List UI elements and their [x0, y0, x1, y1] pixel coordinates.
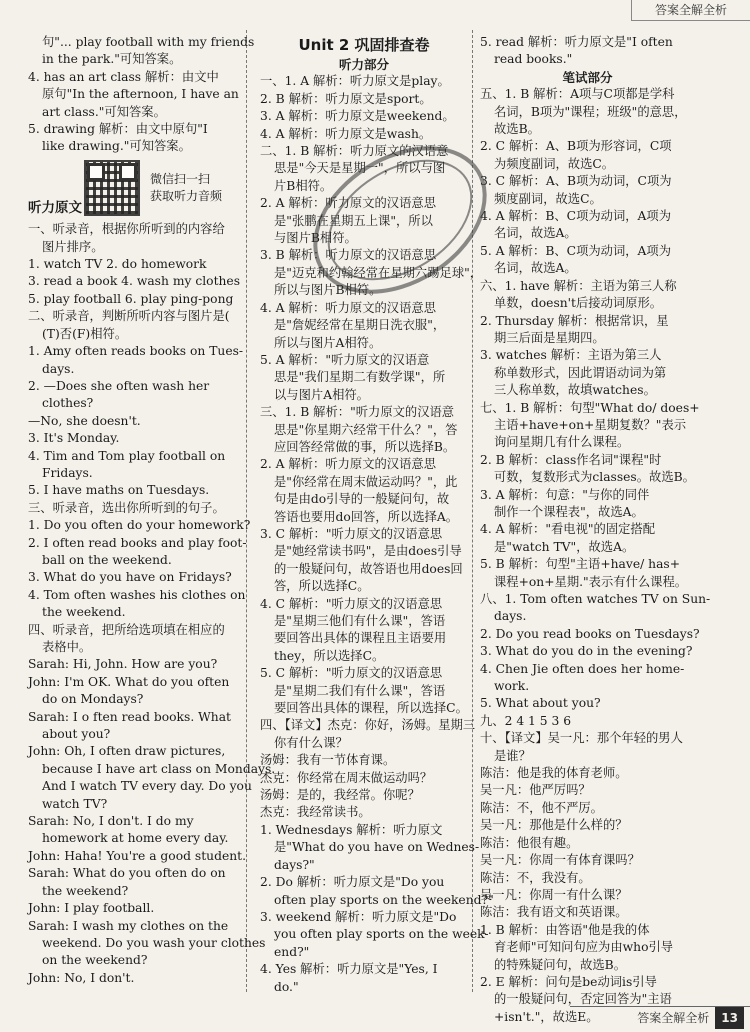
text-line: 名词，B项为"课程；班级"的意思， [494, 104, 687, 119]
text-line: 九、2 4 1 5 3 6 [480, 713, 572, 728]
text-line: 1. Amy often reads books on Tues- [28, 344, 244, 359]
text-line: days. [42, 361, 75, 376]
text-line: they，所以选择C。 [274, 648, 385, 663]
text-line: 5. C 解析："听力原文的汉语意思 [260, 666, 443, 681]
text-line: 3. watches 解析：主语为第三人 [480, 348, 662, 363]
text-line: 为频度副词，故选C。 [494, 156, 615, 171]
text-line: 答语也要用do回答，所以选择A。 [274, 509, 459, 524]
text-line: 4. Tom often washes his clothes on [28, 587, 246, 602]
header-tag: 答案全解全析 [631, 0, 750, 21]
text-line: 频度副词，故选C。 [494, 191, 602, 206]
text-line: Sarah: No, I don't. I do my [28, 814, 194, 829]
text-line: 3. read a book 4. wash my clothes [28, 274, 241, 289]
text-line: John: Haha! You're a good student. [28, 848, 246, 863]
text-line: 二、1. B 解析：听力原文的汉语意 [260, 144, 449, 159]
text-line: 图片排序。 [42, 239, 104, 254]
text-line: —No, she doesn't. [28, 413, 141, 428]
text-line: 是"迈克和约翰经常在星期六踢足球"， [274, 265, 483, 280]
text-line: 原句"In the afternoon, I have an [42, 87, 239, 102]
text-line: Sarah: I o ften read books. What [28, 709, 231, 724]
text-line: 四、听录音，把所给选项填在相应的 [28, 622, 225, 637]
text-line: 单数，doesn't后接动词原形。 [494, 296, 663, 311]
text-line: do on Mondays? [42, 692, 144, 707]
text-line: 1. Do you often do your homework? [28, 518, 251, 533]
text-line: John: No, I don't. [28, 970, 135, 985]
text-line: 是"詹妮经常在星期日洗衣服"， [274, 318, 446, 333]
text-line: 4. A 解析：听力原文的汉语意思 [260, 300, 436, 315]
text-line: 与图片B相符。 [274, 231, 357, 246]
text-line: 5. A 解析：B、C项为动词，A项为 [480, 243, 672, 258]
text-line: do." [274, 979, 299, 994]
text-line: 要回答出具体的课程且主语要用 [274, 631, 447, 646]
text-line: John: I'm OK. What do you often [28, 674, 230, 689]
text-line: 4. Yes 解析：听力原文是"Yes, I [260, 962, 438, 977]
column-divider [246, 30, 247, 992]
text-line: the weekend. [42, 605, 126, 620]
text-line: 十、【译文】吴一凡：那个年轻的男人 [480, 731, 683, 746]
text-line: 2. A 解析：听力原文的汉语意思 [260, 196, 436, 211]
footer-tag [570, 1006, 750, 1028]
text-line: 杰克：你经常在周末做运动吗？ [260, 770, 433, 785]
text-line: 1. B 解析：由答语"他是我的体 [480, 922, 650, 937]
text-line: days?" [274, 857, 315, 872]
text-line: 七、1. B 解析：句型"What do/ does+ [480, 400, 700, 415]
transcript-block [28, 221, 276, 987]
answer-block [260, 73, 494, 996]
text-line: 是"星期三他们有什么课"，答语 [274, 614, 446, 628]
footer-label: 答案全解全析 [637, 1010, 710, 1025]
text-line: 是"你经常在周末做运动吗？"，此 [274, 474, 458, 489]
text-line: you often play sports on the week- [274, 927, 489, 942]
text-line: 六、1. have 解析：主语为第三人称 [480, 278, 677, 293]
text-line: 4. Tim and Tom play football on [28, 448, 226, 463]
text-line: 期三后面是星期四。 [494, 330, 605, 345]
text-line: 答，所以选择C。 [274, 579, 370, 594]
text-line: 名词，故选A。 [494, 261, 577, 276]
text-line: 2. C 解析：A、B项为形容词，C项 [480, 139, 672, 154]
text-line: ball on the weekend. [42, 552, 172, 567]
text-line: 是"watch TV"，故选A。 [494, 539, 635, 554]
text-line: Sarah: Hi, John. How are you? [28, 657, 218, 672]
text-line: 3. What do you do in the evening? [480, 644, 693, 659]
text-line: 可数，复数形式为classes。故选B。 [494, 470, 695, 485]
text-line: 陈洁：我有语文和英语课。 [480, 905, 628, 920]
text-line: 八、1. Tom often watches TV on Sun- [480, 592, 711, 606]
answer-block [480, 34, 695, 69]
text-line: 三人称单数，故填watches。 [494, 383, 656, 398]
text-line: 2. B 解析：听力原文是sport。 [260, 91, 432, 106]
column-left [28, 34, 276, 998]
text-line: 是"What do you have on Wednes- [274, 840, 480, 855]
section-subtitle: 笔试部分 [562, 69, 613, 85]
text-line: 3. It's Monday. [28, 431, 120, 446]
text-line: 2. I often read books and play foot- [28, 535, 247, 550]
text-line: 你有什么课？ [274, 735, 348, 750]
text-line: 4. A 解析：B、C项为动词，A项为 [480, 209, 672, 224]
text-line: watch TV? [42, 796, 108, 811]
text-line: 是"张鹏在星期五上课"，所以 [274, 213, 433, 228]
text-line: 汤姆：我有一节体育课。 [260, 753, 396, 768]
qr-code-icon[interactable] [84, 160, 140, 216]
text-line: 的一般疑问句，故答语也用does回 [274, 561, 463, 576]
text-line: 主语+have+on+星期复数？"表示 [494, 417, 687, 432]
qr-caption [150, 171, 222, 205]
text-line: work. [494, 679, 530, 694]
text-line: Sarah: I wash my clothes on the [28, 918, 229, 933]
text-line: homework at home every day. [42, 831, 229, 846]
text-line: 4. A 解析："看电视"的固定搭配 [480, 522, 656, 537]
text-line: like drawing."可知答案。 [42, 139, 191, 154]
text-line: 汤姆：是的，我经常。你呢？ [260, 788, 420, 803]
text-line: 2. E 解析：问句是be动词is引导 [480, 974, 657, 989]
text-line: 三、听录音，选出你所听到的句子。 [28, 500, 225, 515]
text-line: 5. A 解析："听力原文的汉语意 [260, 352, 430, 367]
text-line: because I have art class on Mondays. [42, 761, 276, 776]
text-line: 名词，故选A。 [494, 226, 577, 241]
text-line: 3. weekend 解析：听力原文是"Do [260, 909, 457, 924]
text-line: 杰克：我经常读书。 [260, 805, 371, 820]
text-line: 3. C 解析："听力原文的汉语意思 [260, 526, 443, 541]
text-line: 要回答出具体的课程，所以选择C。 [274, 701, 468, 716]
text-line: 陈洁：不，他不严厉。 [480, 800, 603, 815]
text-line: 的特殊疑问句，故选B。 [494, 957, 627, 972]
text-line: 3. A 解析：听力原文是weekend。 [260, 109, 455, 124]
text-line: 5. read 解析：听力原文是"I often [480, 35, 673, 49]
section-subtitle: 听力部分 [338, 57, 389, 72]
text-line: +isn't."，故选E。 [494, 1009, 599, 1024]
text-line: 育老师"可知问句应为由who引导 [494, 940, 674, 955]
text-line: 课程+on+星期."表示有什么课程。 [494, 574, 688, 589]
text-line: clothes? [42, 396, 94, 411]
text-line: 思是"今天是星期一"，所以与图 [274, 161, 446, 176]
text-line: 思是"你星期六经常干什么？"，答 [274, 422, 458, 437]
text-line: 四、【译文】杰克：你好，汤姆。星期三 [260, 718, 476, 733]
text-line: 4. C 解析："听力原文的汉语意思 [260, 596, 443, 611]
text-line: 4. has an art class 解析：由文中 [28, 69, 219, 84]
text-line: 句"... play football with my friends [42, 35, 255, 49]
text-line: end?" [274, 944, 310, 959]
text-line: 5. play football 6. play ping-pong [28, 291, 234, 306]
text-line: 3. C 解析：A、B项为动词，C项为 [480, 174, 672, 189]
text-line: often play sports on the weekend?" [274, 892, 494, 907]
text-line: 一、1. A 解析：听力原文是play。 [260, 74, 450, 89]
text-line: 是"星期二我们有什么课"，答语 [274, 683, 446, 698]
text-line: 是"她经常读书吗"，是由does引导 [274, 544, 462, 559]
text-line: the weekend? [42, 883, 129, 898]
text-line: about you? [42, 727, 111, 742]
text-line: And I watch TV every day. Do you [42, 779, 252, 794]
text-line: 的一般疑问句，否定回答为"主语 [494, 992, 672, 1007]
text-line: John: I play football. [28, 901, 155, 916]
text-line: on the weekend? [42, 953, 148, 968]
text-line: 2. —Does she often wash her [28, 378, 210, 393]
text-line: 3. A 解析：句意："与你的同伴 [480, 487, 650, 502]
text-line: read books." [494, 52, 573, 67]
text-line: 所以与图片B相符。 [274, 283, 382, 298]
text-line: 5. I have maths on Tuesdays. [28, 483, 210, 498]
qr-caption-line: 获取听力音频 [150, 188, 223, 203]
text-line: 2. B 解析：class作名词"课程"时 [480, 452, 662, 467]
text-line: 以与图片A相符。 [274, 387, 369, 402]
page-number: 13 [715, 1007, 744, 1029]
qr-caption-line: 微信扫一扫 [150, 171, 211, 186]
text-line: 陈洁：他很有趣。 [480, 835, 579, 850]
text-line: art class."可知答案。 [42, 104, 166, 119]
text-line: 片B相符。 [274, 178, 333, 193]
text-line: 4. A 解析：听力原文是wash。 [260, 126, 432, 141]
text-line: 三、1. B 解析："听力原文的汉语意 [260, 405, 455, 420]
text-line: 吴一凡：你周一有什么课？ [480, 887, 628, 902]
text-line: 4. Chen Jie often does her home- [480, 661, 685, 676]
answer-block [28, 34, 255, 156]
text-line: 句是由do引导的一般疑问句，故 [274, 492, 450, 507]
text-line: 五、1. B 解析：A项与C项都是学科 [480, 87, 675, 102]
text-line: 吴一凡：那他是什么样的？ [480, 818, 628, 833]
text-line: 制作一个课程表"，故选A。 [494, 504, 644, 519]
text-line: 陈洁：他是我的体育老师。 [480, 766, 628, 781]
text-line: 吴一凡：你周一有体育课吗？ [480, 853, 640, 868]
text-line: 一、听录音，根据你所听到的内容给 [28, 222, 225, 237]
text-line: John: Oh, I often draw pictures, [28, 744, 226, 759]
text-line: 5. drawing 解析：由文中原句"I [28, 122, 208, 137]
text-line: 故选B。 [494, 122, 540, 137]
column-middle [260, 34, 494, 998]
text-line: weekend. Do you wash your clothes [42, 935, 266, 950]
text-line: (T)否(F)相符。 [42, 326, 128, 341]
text-line: 5. What about you? [480, 696, 601, 711]
text-line: 应回答经常做的事，所以选择B。 [274, 439, 456, 454]
text-line: 3. B 解析：听力原文的汉语意思 [260, 248, 437, 263]
text-line: 陈洁：不，我没有。 [480, 870, 591, 885]
text-line: 2. Thursday 解析：根据常识，星 [480, 313, 669, 328]
text-line: 二、听录音，判断所听内容与图片是( [28, 309, 230, 324]
text-line: 2. Do 解析：听力原文是"Do you [260, 875, 445, 890]
text-line: 1. Wednesdays 解析：听力原文 [260, 822, 443, 837]
text-line: 1. watch TV 2. do homework [28, 257, 207, 272]
text-line: Fridays. [42, 465, 93, 480]
text-line: 5. B 解析：句型"主语+have/ has+ [480, 557, 681, 572]
text-line: 吴一凡：他严厉吗？ [480, 783, 591, 798]
answer-block [480, 86, 711, 1026]
text-line: 2. A 解析：听力原文的汉语意思 [260, 457, 436, 472]
text-line: 表格中。 [42, 640, 92, 654]
text-line: 是谁？ [494, 748, 531, 763]
unit-title: Unit 2 巩固排查卷 [298, 36, 430, 54]
text-line: Sarah: What do you often do on [28, 866, 226, 881]
text-line: days. [494, 609, 527, 624]
text-line: 所以与图片A相符。 [274, 335, 382, 350]
text-line: 3. What do you have on Fridays? [28, 570, 232, 585]
text-line: 称单数形式，因此谓语动词为第 [494, 365, 667, 380]
text-line: 思是"我们星期二有数学课"，所 [274, 370, 446, 385]
text-line: 询问星期几有什么课程。 [494, 435, 630, 450]
section-heading: 听力原文 [28, 199, 82, 216]
text-line: in the park."可知答案。 [42, 52, 182, 67]
text-line: 2. Do you read books on Tuesdays? [480, 626, 700, 641]
